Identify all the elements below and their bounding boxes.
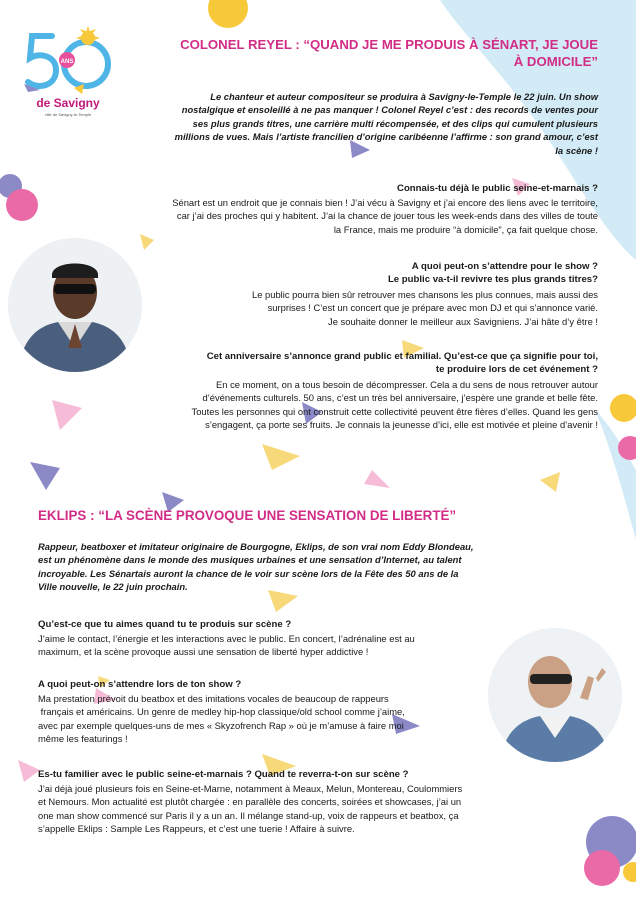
intro-line: ses plus grands titres, une carrière multi récompensée, et des clips qui cumulent plusieurs (192, 117, 598, 129)
section2-question-2 (38, 678, 478, 691)
answer-line: s’engagent, ça porte ses fruits. Je connais la jeunesse d’ici, elle est motivée et pleine d’avenir ! (205, 419, 598, 431)
yellow-triangle (262, 444, 300, 470)
section1-intro (120, 90, 598, 157)
intro-line: Le chanteur et auteur compositeur se produira à Savigny-le-Temple le 22 juin. Un show (210, 91, 598, 102)
colonel-reyel-portrait (8, 238, 142, 372)
question-line: A quoi peut-on s’attendre pour le show ? (411, 261, 598, 272)
yellow-triangle (540, 472, 560, 492)
intro-line: la scène ! (555, 144, 598, 156)
answer-line: surprises ! C’est un concert que je prépare avec mon DJ et qui s’annonce varié. (267, 302, 598, 314)
answer-line: Toutes les personnes qui ont construit cette collectivité peuvent être fières d’elles. Quand les gens (191, 405, 598, 417)
eklips-portrait (488, 628, 622, 762)
intro-line: millions de vues. Mais l’artiste francilien d’origine caribéenne l’affirme : son grand amour, c’est (174, 131, 598, 143)
purple-triangle (30, 462, 60, 490)
section2-intro (38, 540, 558, 594)
answer-line: s’appelle Eklips : Sample Les Rappeurs, et c’est une tuerie ! Affaire à suivre. (38, 823, 355, 835)
intro-line: est un phénomène dans le monde des musiques urbaines et une sensation d’Internet, au talent (38, 554, 462, 566)
logo-tagline: ville de Savigny-le-Temple (44, 112, 92, 117)
answer-line: avec par exemple quelques-uns de mes « Skyzofrench Rap » où je m’amuse à faire moi (38, 719, 404, 731)
section2-question-3 (38, 768, 558, 781)
section1-answer-3 (100, 378, 598, 432)
section1-answer-2 (150, 288, 598, 328)
answer-line: Je souhaite donner le meilleur aux Savigniens. J’ai hâte d’y être ! (328, 315, 598, 327)
pink-triangle (364, 470, 390, 488)
answer-line: d’événements culturels. 50 ans, c’est un très bel anniversaire, j’espère une grande et belle fête. (202, 392, 598, 404)
answer-line: maximum, et la scène provoque aussi une sensation de liberté hyper addictive ! (38, 646, 369, 658)
intro-line: nostalgique et ensoleillé à ne pas manquer ! Colonel Reyel c’est : des records de ventes pour (181, 104, 598, 116)
section2-answer-3 (38, 782, 558, 836)
section2-answer-2 (38, 692, 484, 746)
answer-line: et Nemours. Mon actualité est plutôt chargée : en parallèle des concerts, soirées et showcases, j’ai un (38, 796, 462, 808)
answer-line: En ce moment, on a tous besoin de décompresser. Cela a du sens de nous retrouver autour (216, 379, 598, 390)
light-blue-swoosh-shape (595, 410, 636, 540)
question-line: A quoi peut-on s’attendre lors de ton show ? (38, 679, 242, 690)
logo-small-text: ANS (60, 59, 74, 65)
intro-line: incroyable. Les Sénartais auront la chance de le voir sur scène lors de la Fête des 50 ans de la (38, 567, 459, 579)
answer-line: la France, mais me produire “à domicile”, ça fait quelque chose. (333, 223, 598, 235)
answer-line: car j’ai des proches qui y habitent. J’ai la chance de jouer tous les week-ends dans des villes de toute (176, 210, 598, 222)
question-line: Cet anniversaire s’annonce grand public et familial. Qu’est-ce que ça signifie pour toi, (206, 351, 598, 362)
answer-line: Ma prestation prévoit du beatbox et des imitations vocales de beaucoup de rappeurs (38, 693, 389, 704)
section2-title: EKLIPS : “LA SCÈNE PROVOQUE UNE SENSATION DE LIBERTÉ” (38, 508, 457, 523)
answer-line: one man show commencé sur Paris il y a un an. Il mélange stand-up, voix de rappeurs et beatbox, ça (38, 809, 459, 821)
section1-question-1 (120, 182, 598, 195)
section1-question-3 (130, 350, 598, 377)
answer-line: français et américains. Un genre de medley hip-hop classique/old school comme j’aime, (38, 706, 405, 718)
answer-line: Sénart est un endroit que je connais bien ! J’ai vécu à Savigny et j’ai encore des liens avec le territoire, (172, 197, 598, 208)
section1-title-line2: À DOMICILE” (513, 54, 598, 69)
yellow-circle (610, 394, 636, 422)
yellow-triangle (140, 234, 154, 250)
answer-line: Le public pourra bien sûr retrouver mes chansons les plus connues, mais aussi des (251, 289, 598, 300)
answer-line: J’ai déjà joué plusieurs fois en Seine-et-Marne, notamment à Meaux, Melun, Montereau, Coulommiers (38, 783, 463, 794)
question-line: te produire lors de cet événement ? (435, 364, 598, 376)
yellow-circle (208, 0, 248, 28)
question-line: Es-tu familier avec le public seine-et-marnais ? Quand te reverra-t-on sur scène ? (38, 769, 409, 780)
answer-line: J’aime le contact, l’énergie et les interactions avec le public. En concert, l’adrénaline est au (38, 633, 415, 644)
question-line: Le public va-t-il revivre tes plus grands titres? (387, 274, 598, 286)
section1-question-2 (150, 260, 598, 287)
section1-title (126, 36, 598, 70)
intro-line: Rappeur, beatboxer et imitateur originaire de Bourgogne, Eklips, de son vrai nom Eddy Blondeau, (38, 541, 474, 552)
yellow-circle (623, 862, 636, 882)
answer-line: même les featurings ! (38, 733, 128, 745)
section1-answer-1 (100, 196, 598, 236)
pink-circle (584, 850, 620, 886)
logo-name: de Savigny (36, 96, 100, 110)
question-line: Qu’est-ce que tu aimes quand tu te produis sur scène ? (38, 619, 292, 630)
question-line: Connais-tu déjà le public seine-et-marnais ? (397, 183, 598, 194)
section2-question-1 (38, 618, 478, 631)
pink-circle (6, 189, 38, 221)
pink-triangle (18, 760, 40, 782)
intro-line: Ville nouvelle, le 22 juin prochain. (38, 581, 188, 593)
pink-triangle (52, 400, 82, 430)
anniversary-logo-50-icon (18, 26, 114, 96)
section1-title-line1: COLONEL REYEL : “QUAND JE ME PRODUIS À SÉNART, JE JOUE (180, 37, 598, 52)
section2-answer-1 (38, 632, 484, 659)
